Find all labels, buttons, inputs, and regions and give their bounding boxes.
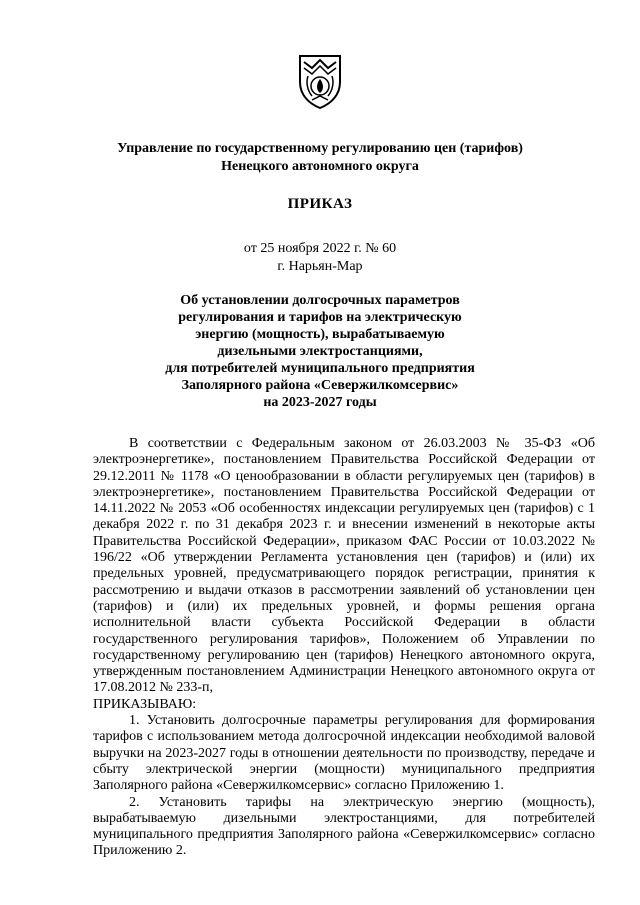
subject-line: Об установлении долгосрочных параметров bbox=[180, 293, 460, 308]
order-date: от 25 ноября 2022 г. № 60 bbox=[243, 241, 397, 256]
order-item-2: 2. Установить тарифы на электрическую энергию (мощность), вырабатываемую дизельными электростанциями, для потребителей муниципального предприятия Заполярного района «Севержилкомсервис» согласно Приложению 2. bbox=[93, 794, 595, 859]
decree-word: ПРИКАЗЫВАЮ: bbox=[93, 696, 197, 712]
order-date-place bbox=[0, 240, 640, 276]
subject-line: на 2023-2027 годы bbox=[263, 395, 377, 410]
authority-line: Ненецкого автономного округа bbox=[221, 159, 419, 174]
issuing-authority bbox=[60, 140, 580, 176]
subject-line: для потребителей муниципального предприятия bbox=[165, 361, 475, 376]
subject-line: дизельными электростанциями, bbox=[217, 344, 423, 359]
authority-line: Управление по государственному регулированию цен (тарифов) bbox=[117, 141, 523, 156]
order-subject bbox=[120, 292, 520, 411]
order-city: г. Нарьян-Мар bbox=[277, 259, 363, 274]
document-title: ПРИКАЗ bbox=[287, 196, 353, 212]
preamble-paragraph: В соответствии с Федеральным законом от 26.03.2003 № 35-ФЗ «Об электроэнергетике», постановлением Правительства Российской Федерации от 29.12.2011 № 1178 «О ценообразовании в области регулируемых цен (тарифов) в электроэнергетике», постановлением Правительства Российской Федерации от 14.11.2022 № 2053 «Об особенностях индексации регулируемых цен (тарифов) с 1 декабря 2022 г. по 31 декабря 2023 г. и внесении изменений в некоторые акты Правительства Российской Федерации», приказом ФАС России от 10.03.2022 № 196/22 «Об утверждении Регламента установления цен (тарифов) и (или) их предельных уровней, предусматривающего порядок регистрации, принятия к рассмотрению и выдачи отказов в рассмотрении заявлений об установлении цен (тарифов) и (или) их предельных уровней, и формы решения органа исполнительной власти субъекта Российской Федерации в области государственного регулирования тарифов», Положением об Управлении по государственному регулированию цен (тарифов) Ненецкого автономного округа, утвержденным постановлением Администрации Ненецкого автономного округа от 17.08.2012 № 233-п, bbox=[93, 436, 595, 696]
coat-of-arms-emblem bbox=[296, 52, 344, 110]
subject-line: энергию (мощность), вырабатываемую bbox=[195, 327, 445, 342]
order-body bbox=[93, 436, 595, 860]
subject-line: регулирования и тарифов на электрическую bbox=[178, 310, 462, 325]
order-item-1: 1. Установить долгосрочные параметры регулирования для формирования тарифов с использованием метода долгосрочной индексации необходимой валовой выручки на 2023-2027 годы в отношении деятельности по производству, передаче и сбыту электрической энергии (мощности) муниципального предприятия Заполярного района «Севержилкомсервис» согласно Приложению 1. bbox=[93, 713, 595, 794]
subject-line: Заполярного района «Севержилкомсервис» bbox=[181, 378, 459, 393]
